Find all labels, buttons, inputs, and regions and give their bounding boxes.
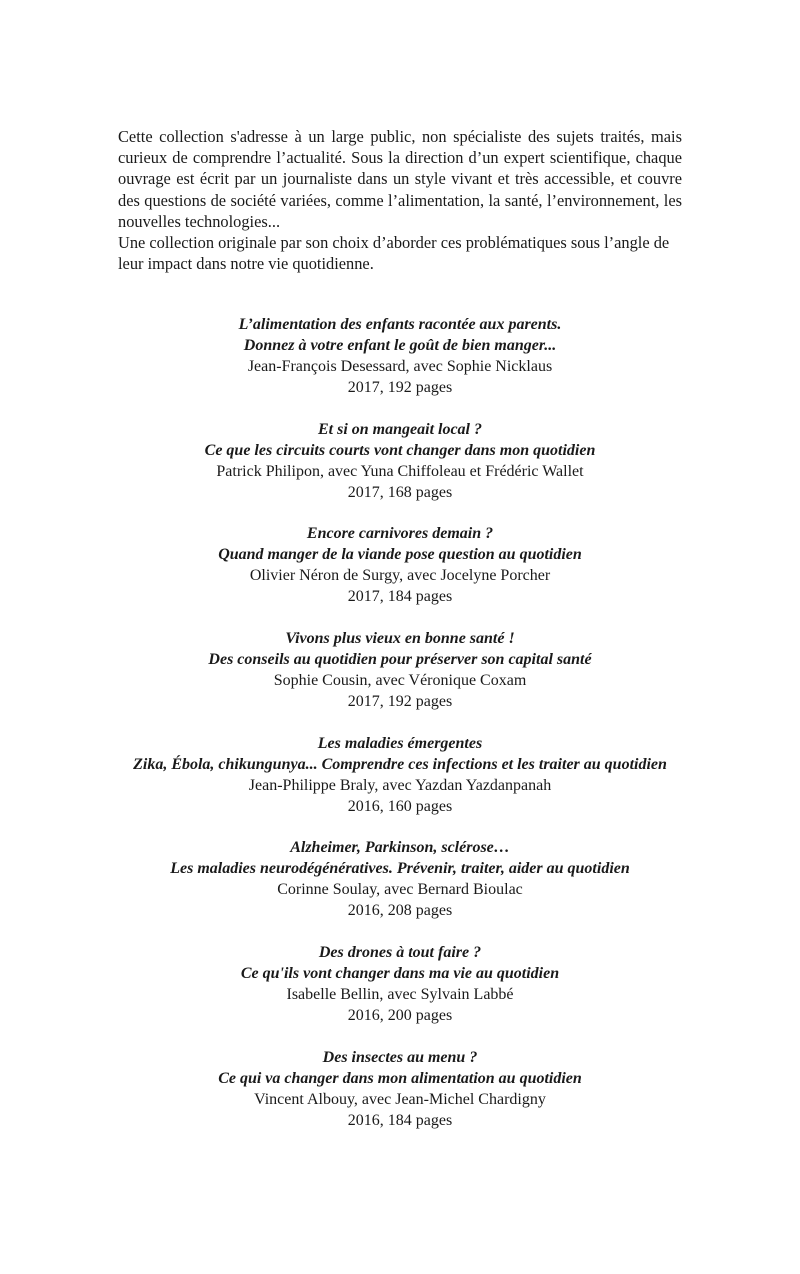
book-subtitle: Ce que les circuits courts vont changer dans mon quotidien [204, 441, 596, 459]
book-subtitle: Ce qu'ils vont changer dans ma vie au quotidien [240, 965, 560, 983]
book-entry [100, 628, 700, 712]
book-title: Et si on mangeait local ? [317, 420, 482, 438]
book-details: 2017, 184 pages [347, 588, 453, 606]
book-details: 2017, 192 pages [347, 379, 453, 396]
book-details: 2016, 200 pages [347, 1007, 453, 1025]
book-title: Alzheimer, Parkinson, sclérose… [290, 839, 510, 857]
book-entry [100, 837, 700, 921]
book-details: 2016, 160 pages [347, 797, 453, 815]
book-authors: Corinne Soulay, avec Bernard Bioulac [277, 881, 523, 899]
book-entry [100, 1047, 700, 1131]
book-authors: Isabelle Bellin, avec Sylvain Labbé [286, 986, 514, 1004]
book-title: Des drones à tout faire ? [318, 944, 482, 962]
book-subtitle: Donnez à votre enfant le goût de bien manger... [243, 337, 557, 354]
book-subtitle: Zika, Ébola, chikungunya... Comprendre ces infections et les traiter au quotidien [133, 755, 667, 773]
book-details: 2017, 168 pages [347, 483, 453, 501]
book-title: Encore carnivores demain ? [306, 525, 494, 543]
book-title: Des insectes au menu ? [322, 1048, 478, 1066]
book-title: L’alimentation des enfants racontée aux parents. [238, 316, 562, 333]
collection-description [118, 126, 682, 274]
book-authors: Sophie Cousin, avec Véronique Coxam [273, 672, 527, 690]
book-entry [100, 419, 700, 503]
book-subtitle: Les maladies neurodégénératives. Prévenir, traiter, aider au quotidien [170, 860, 630, 878]
intro-paragraph-1: Cette collection s'adresse à un large public, non spécialiste des sujets traités, mais curieux de comprendre l’actualité. Sous la direction d’un expert scientifique, chaque ouvrage est écrit par un journaliste dans un style vivant et très accessible, et couvre des questions de société variées, comme l’alimentation, la santé, l’environnement, les nouvelles technologies... [118, 127, 682, 231]
book-details: 2016, 184 pages [347, 1111, 453, 1129]
book-authors: Jean-Philippe Braly, avec Yazdan Yazdanpanah [248, 776, 552, 794]
book-entry [100, 523, 700, 607]
book-subtitle: Quand manger de la viande pose question au quotidien [218, 546, 582, 564]
book-title: Vivons plus vieux en bonne santé ! [285, 630, 515, 648]
book-subtitle: Ce qui va changer dans mon alimentation au quotidien [218, 1069, 582, 1087]
book-details: 2016, 208 pages [347, 902, 453, 920]
book-subtitle: Des conseils au quotidien pour préserver son capital santé [208, 651, 592, 669]
book-authors: Jean-François Desessard, avec Sophie Nicklaus [247, 358, 553, 375]
book-title: Les maladies émergentes [317, 734, 483, 752]
book-entry [100, 942, 700, 1026]
intro-paragraph-2: Une collection originale par son choix d’aborder ces problématiques sous l’angle de leur impact dans notre vie quotidienne. [118, 233, 670, 274]
book-entry [100, 733, 700, 817]
book-authors: Vincent Albouy, avec Jean-Michel Chardigny [254, 1090, 546, 1108]
book-list [100, 314, 700, 1152]
book-authors: Patrick Philipon, avec Yuna Chiffoleau et Frédéric Wallet [216, 462, 584, 480]
book-entry [100, 314, 700, 398]
book-details: 2017, 192 pages [347, 693, 453, 711]
book-authors: Olivier Néron de Surgy, avec Jocelyne Porcher [249, 567, 551, 585]
